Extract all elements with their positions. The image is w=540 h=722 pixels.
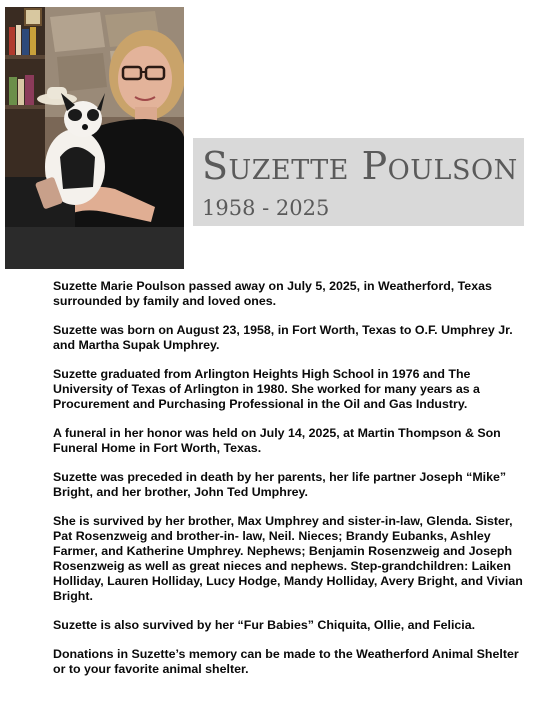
obituary-paragraph: Suzette was preceded in death by her parents, her life partner Joseph “Mike” Bright, and her brother, John Ted Umphrey. [53, 470, 507, 499]
deceased-name: Suzette Poulson [202, 144, 518, 188]
obituary-paragraph: Donations in Suzette’s memory can be made to the Weatherford Animal Shelter or to your favorite animal shelter. [53, 647, 519, 676]
obituary-paragraph: A funeral in her honor was held on July 14, 2025, at Martin Thompson & Son Funeral Home in Fort Worth, Texas. [53, 426, 501, 455]
obituary-paragraph: Suzette Marie Poulson passed away on July 5, 2025, in Weatherford, Texas surrounded by family and loved ones. [53, 279, 492, 308]
obituary-paragraph: Suzette is also survived by her “Fur Babies” Chiquita, Ollie, and Felicia. [53, 618, 476, 632]
obituary-paragraph: She is survived by her brother, Max Umphrey and sister-in-law, Glenda. Sister, Pat Rosenzweig and brother-in- law, Neil. Nieces; Brandy Eubanks, Ashley Farmer, and Katherine Umphrey. Nephews; Benjamin Rosenzweig and Joseph Rosenzweig as well as great nieces and nephews. Step-grandchildren: Laiken Holliday, Lauren Holliday, Lucy Hodge, Mandy Holliday, Avery Bright, and Vivian Bright. [53, 514, 523, 603]
portrait-illustration [5, 7, 184, 269]
obituary-paragraph: Suzette graduated from Arlington Heights High School in 1976 and The University of Texas of Arlington in 1980. She worked for many years as a Procurement and Purchasing Professional in the Oil and Gas Industry. [53, 367, 480, 411]
portrait-photo [5, 7, 184, 269]
life-dates: 1958 - 2025 [202, 196, 330, 220]
obituary-paragraph: Suzette was born on August 23, 1958, in Fort Worth, Texas to O.F. Umphrey Jr. and Martha Supak Umphrey. [53, 323, 513, 352]
name-banner [193, 138, 524, 226]
obituary-text [53, 279, 528, 691]
